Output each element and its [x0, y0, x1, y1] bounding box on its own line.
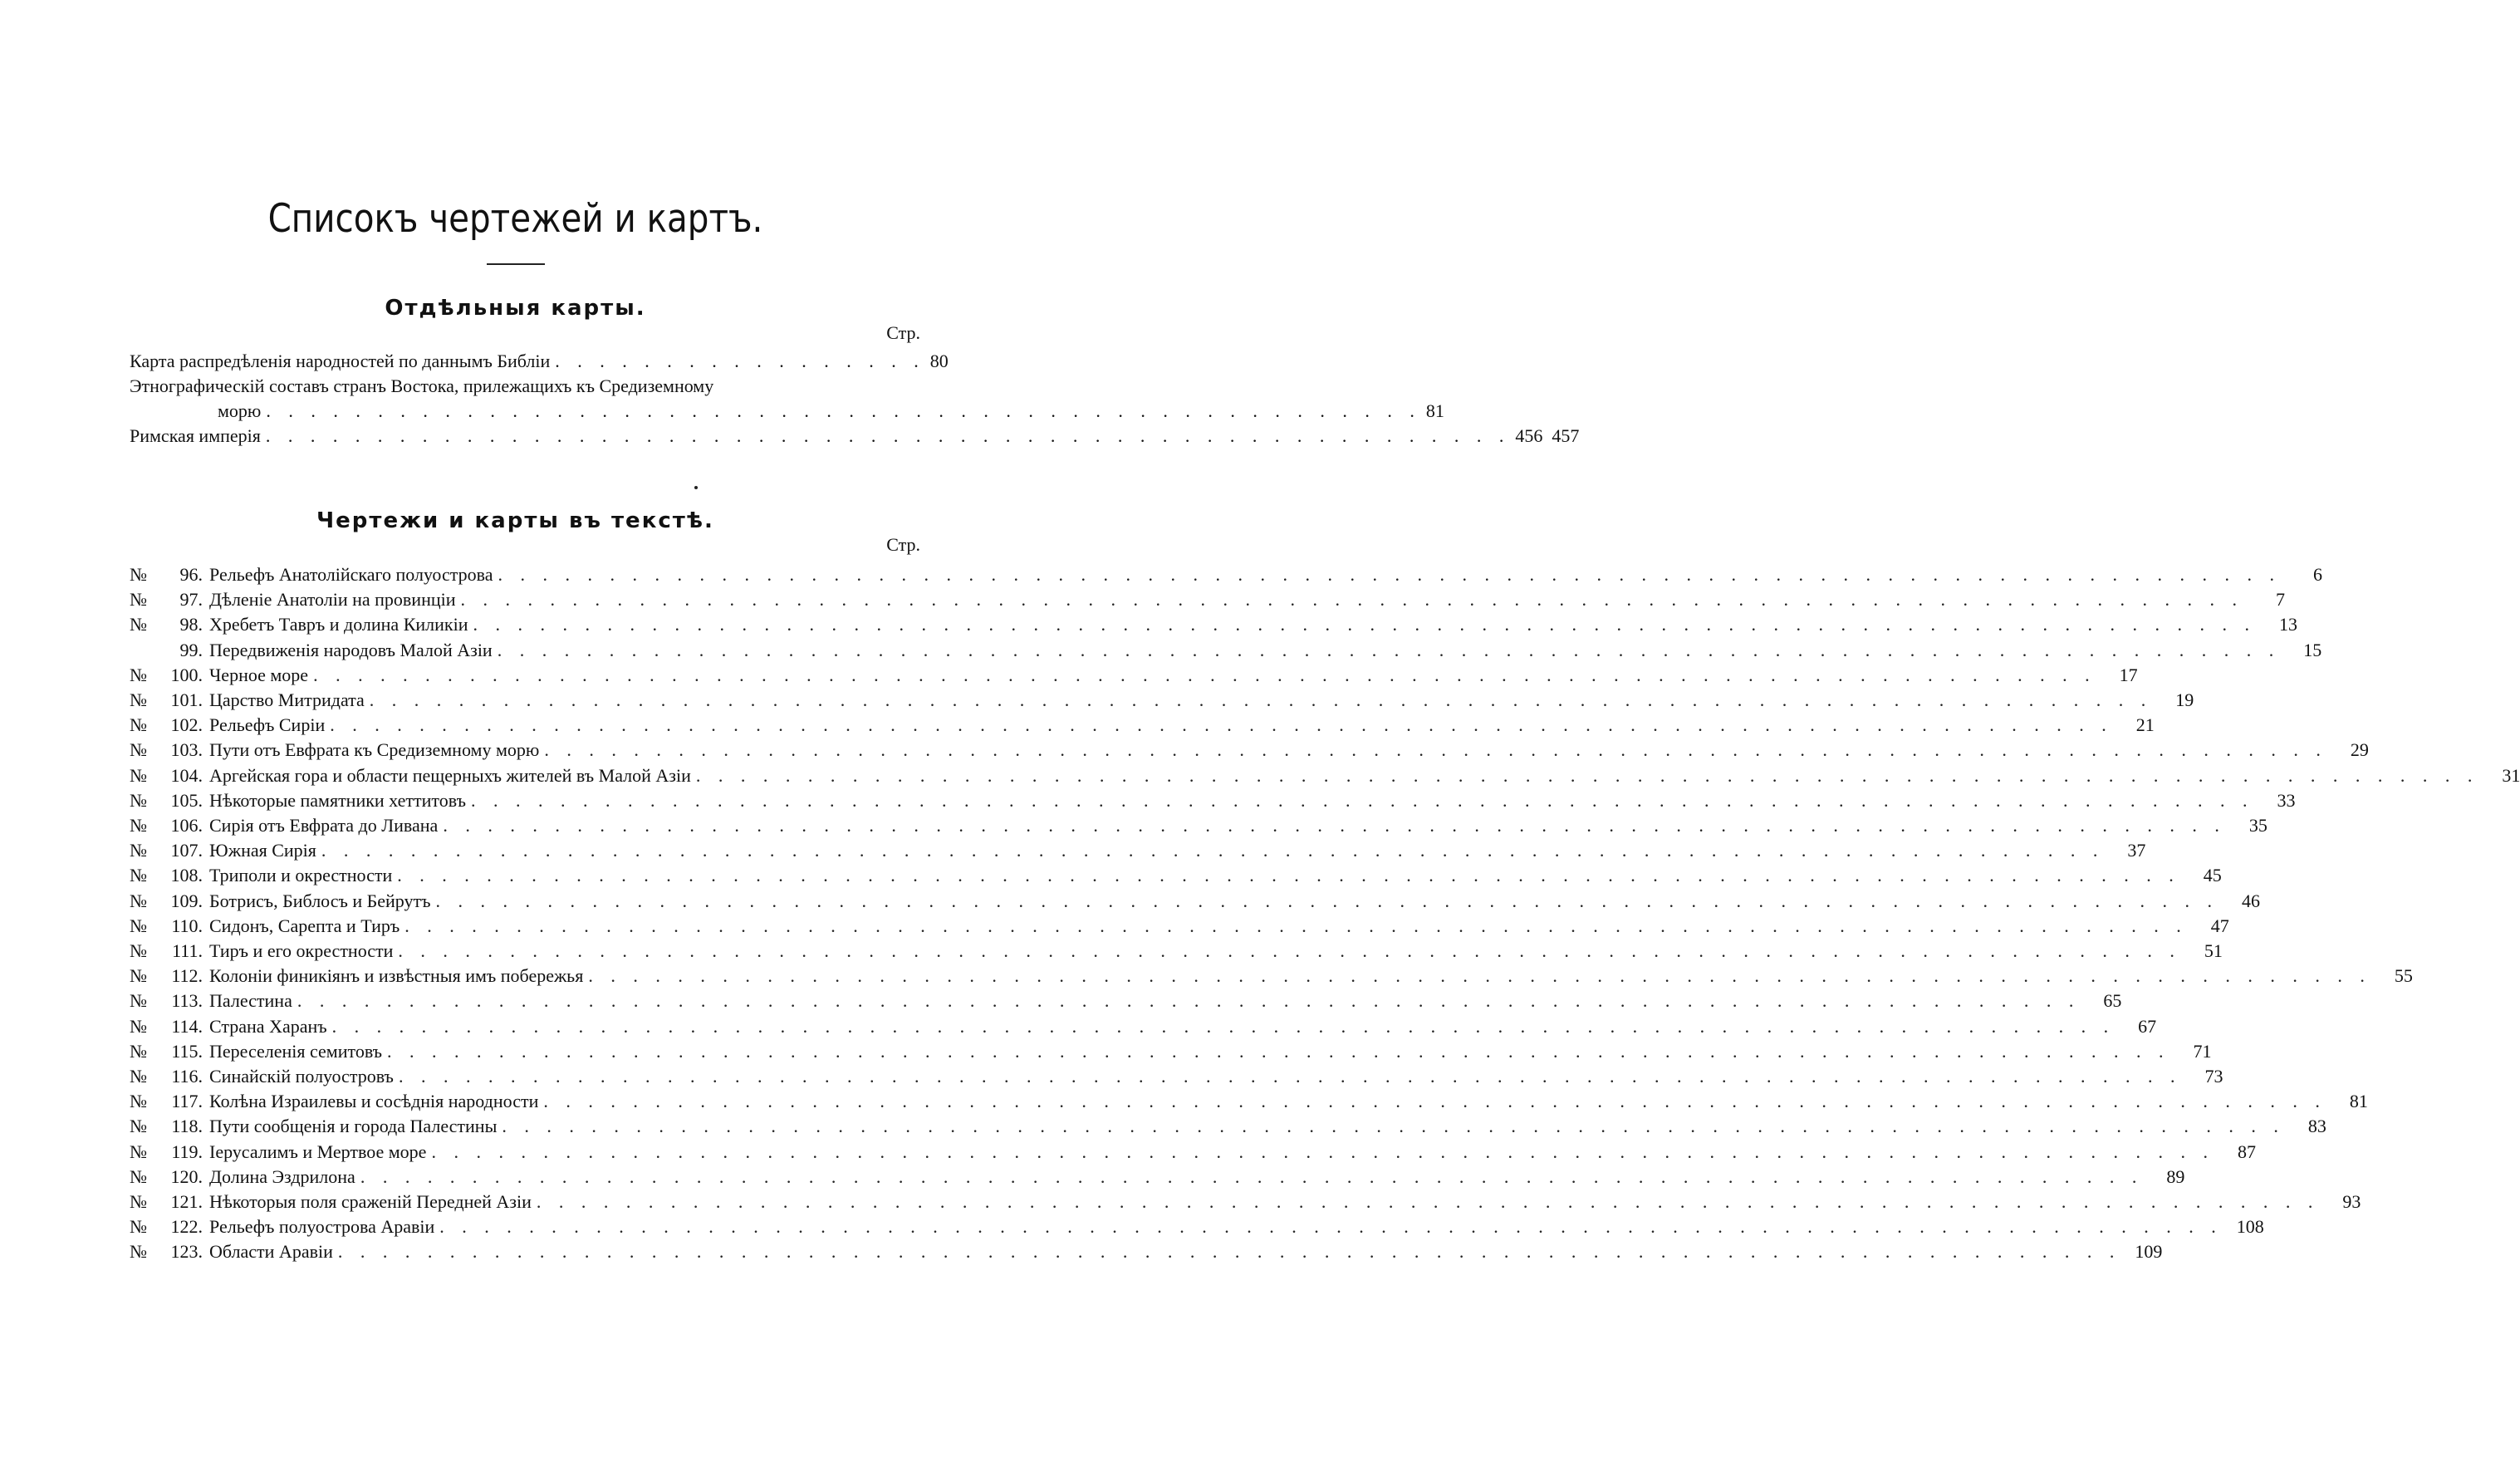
entry-title: Аргейская гора и области пещерныхъ жителей въ Малой Азіи [209, 764, 691, 786]
entry-title: Области Аравіи [209, 1241, 333, 1263]
entry-page: 17 [2119, 664, 2138, 685]
numero-sign: № [130, 1241, 147, 1263]
list-item [130, 1014, 2157, 1039]
numero-sign: № [130, 1091, 147, 1112]
entry-title: Страна Харанъ [209, 1015, 327, 1037]
leader-dots: . . . . . . . . . . . . . . . . . . . . . . . . . . . . . . . . . . . . . . . . . . . . . . . . . . . . . . . . . . . . . . . . . . . . . . . . . . . . . . . . [443, 815, 2226, 836]
entry-page: 93 [2342, 1191, 2361, 1212]
leader-dots: . . . . . . . . . . . . . . . . . . . . . . . . . . . . . . . . . . . . . . . . . . . . . . . . . . . . . . . . . . . . . . . . . . . . . . . . . . . . . . . . [360, 1165, 2144, 1187]
leader-dots: . . . . . . . . . . . . . . . . . . . . . . . . . . . . . . . . . . . . . . . . . . . . . . . . . . . . . . . . . . . . . . . . . . . . . . . . . . . . . . . . [398, 940, 2181, 961]
list-item [130, 638, 2322, 663]
numero-sign: № [130, 1040, 147, 1062]
entry-title: Сирія отъ Евфрата до Ливана [209, 815, 439, 836]
entry-page: 46 [2242, 890, 2261, 911]
entry-number-value: 98. [179, 614, 203, 635]
numero-sign: № [130, 965, 147, 987]
leader-dots: . . . . . . . . . . . . . . . . . . . . . . . . . . . . . . . . . . . . . . . . . . . . . . . . . . . . . . . . . . . . . . . . . . . . . . . . . . . . . . . . [460, 589, 2244, 611]
entry-title: Рельефъ Анатолійскаго полуострова [209, 564, 493, 585]
entry-number-value: 108. [170, 865, 203, 886]
entry-page: 31 [2502, 764, 2520, 786]
numero-sign: № [130, 764, 147, 786]
entry-number [130, 1039, 203, 1064]
entry-page: 55 [2394, 965, 2413, 987]
entry-page: 47 [2210, 915, 2229, 936]
numero-sign: № [130, 1165, 147, 1187]
numero-sign: № [130, 739, 147, 761]
section-heading-text-maps: Чертежи и карты въ текстѣ. [316, 508, 714, 533]
numero-sign: № [130, 815, 147, 836]
entry-title: Синайскій полуостровъ [209, 1066, 394, 1087]
entry-number [130, 638, 203, 663]
entry-page: 6 [2312, 564, 2322, 585]
entry-number-value: 117. [171, 1091, 203, 1112]
entry-title: Передвиженія народовъ Малой Азіи [209, 639, 493, 660]
leader-dots: . . . . . . . . . . . . . . . . . . . . . . . . . . . . . . . . . . . . . . . . . . . . . . . . . . . . . . . . . . . . . . . . . . . . . . . . . . . . . . . . [398, 1066, 2182, 1087]
entry-page: 13 [2278, 614, 2297, 635]
entry-title-line1: Этнографическій составъ странъ Востока, прилежащихъ къ Средиземному [130, 375, 714, 396]
entry-number [130, 688, 203, 713]
entry-number [130, 914, 203, 939]
map-entry [130, 349, 949, 374]
list-item [130, 562, 2322, 587]
numero-sign: № [130, 940, 147, 961]
numero-sign: № [130, 564, 147, 585]
entry-title: Черное море [209, 664, 309, 685]
numero-sign: № [130, 890, 147, 911]
numero-sign: № [130, 1216, 147, 1238]
leader-dots: . . . . . . . . . . . . . . . . . . . . . . . . . . . . . . . . . . . . . . . . . . . . . . . . . . . . . . . . . . . . . . . . . . . . . . . . . . . . . . . . [330, 714, 2113, 736]
numero-sign: № [130, 664, 147, 685]
numero-sign: № [130, 990, 147, 1012]
list-item [130, 838, 2146, 863]
entry-page: 35 [2248, 815, 2268, 836]
page-column-label: Стр. [886, 322, 920, 343]
entry-number-value: 105. [170, 789, 203, 811]
entry-title: Рельефъ Сиріи [209, 714, 326, 736]
leader-dots: . . . . . . . . . . . . . . . . . . . . . . . . . . . . . . . . . . . . . . . . . . . . . . . . . . . . . . . . . . . . . . . . . . . . . . . . . . . . . . . . [321, 840, 2105, 861]
entry-number-value: 120. [170, 1165, 203, 1187]
entry-number [130, 1114, 203, 1139]
entry-page: 81 [1425, 400, 1444, 421]
entry-title: Палестина [209, 990, 292, 1012]
list-item [130, 939, 2223, 964]
entry-number [130, 1239, 203, 1264]
entry-page: 109 [2135, 1241, 2163, 1263]
list-item [130, 663, 2138, 688]
entry-number [130, 663, 203, 688]
entry-number-value: 115. [171, 1040, 203, 1062]
entry-page: 80 [929, 351, 949, 371]
numero-sign: № [130, 915, 147, 936]
leader-dots: . . . . . . . . . . . . . . . . . . . . . . . . . . . . . . . . . . . . . . . . . . . . . . . . . . . . . . . . . . . . . . . . . . . . . . . . . . . . . . . . [439, 1216, 2223, 1238]
list-item [130, 889, 2261, 914]
entry-page: 37 [2127, 840, 2146, 861]
entry-page: 89 [2166, 1165, 2185, 1187]
entry-number [130, 1140, 203, 1165]
entry-title: Колоніи финикіянъ и извѣстныя имъ побережья [209, 965, 584, 987]
leader-dots: . . . . . . . . . . . . . . . . . . . . . . . . . . . . . . . . . . . . . . . . . . . . . . . . . . . . . . . . . . . . . . . . . . . . . . . . . . . . . . . . [297, 990, 2081, 1012]
list-item [130, 989, 2122, 1013]
entry-number [130, 713, 203, 738]
entry-title: Римская имперія [130, 425, 261, 446]
entry-page: 65 [2103, 990, 2122, 1012]
numero-sign: № [130, 789, 147, 811]
entry-number [130, 889, 203, 914]
numero-sign: № [130, 1116, 147, 1137]
entry-number [130, 1064, 203, 1089]
leader-dots: . . . . . . . . . . . . . . . . . . . . . . . . . . . . . . . . . . . . . . . . . . . . . . . . . . . . . . . . . . . . . . . . . . . . . . . . . . . . . . . . [502, 1116, 2285, 1137]
entry-title: Пути сообщенія и города Палестины [209, 1116, 498, 1137]
entry-number-value: 112. [171, 965, 203, 987]
numero-sign: № [130, 840, 147, 861]
leader-dots: . . . . . . . . . . . . . . . . . . . . . . . . . . . . . . . . . . . . . . . . . . . . . . . . . . . . . . . . . . . . . . . . . . . . . . . . . . . . . . . . [331, 1015, 2116, 1037]
list-item [130, 713, 2155, 738]
entry-number-value: 102. [170, 714, 203, 736]
list-item [130, 863, 2222, 888]
map-entry-continuation [218, 399, 1444, 424]
list-item [130, 1089, 2368, 1114]
list-item [130, 612, 2297, 637]
leader-dots: . . . . . . . . . . . . . . . . . . . . . . . . . . . . . . . . . . . . . . . . . . . . . . . . . . . . . . . . [265, 425, 1511, 446]
leader-dots: . . . . . . . . . . . . . . . . . . . . . . . . . . . . . . . . . . . . . . . . . . . . . . . . . . . . . . . . . . . . . . . . . . . . . . . . . . . . . . . . [543, 1091, 2326, 1112]
entry-title: Долина Эздрилона [209, 1165, 355, 1187]
entry-page: 67 [2138, 1015, 2157, 1037]
entry-number [130, 612, 203, 637]
leader-dots: . . . . . . . . . . . . . . . . . [555, 351, 925, 371]
list-item [130, 1064, 2223, 1089]
entry-number [130, 763, 203, 788]
entry-title: Сидонъ, Сарепта и Тиръ [209, 915, 400, 936]
entry-number [130, 587, 203, 612]
list-item [130, 688, 2194, 713]
list-item [130, 1140, 2256, 1165]
leader-dots: . . . . . . . . . . . . . . . . . . . . . . . . . . . . . . . . . . . . . . . . . . . . . . . . . . . . . . . . . . . . . . . . . . . . . . . . . . . . . . . . [387, 1040, 2170, 1062]
list-item [130, 587, 2286, 612]
numero-sign: № [130, 614, 147, 635]
entry-title: Нѣкоторыя поля сраженій Передней Азіи [209, 1191, 532, 1212]
list-item [130, 738, 2369, 763]
list-item [130, 788, 2296, 813]
list-item [130, 1114, 2326, 1139]
leader-dots: . . . . . . . . . . . . . . . . . . . . . . . . . . . . . . . . . . . . . . . . . . . . . . . . . . . . . . . . . . . . . . . . . . . . . . . . . . . . . . . . [497, 639, 2281, 660]
section-heading-separate-maps: Отдѣльныя карты. [385, 296, 646, 321]
list-item [130, 763, 2520, 788]
numero-sign: № [130, 589, 147, 611]
title-divider [487, 263, 545, 265]
map-entry [130, 374, 902, 399]
entry-title: Карта распредѣленія народностей по даннымъ Библіи [130, 351, 551, 371]
stray-mark [694, 486, 698, 489]
entry-page: 29 [2350, 739, 2369, 761]
entry-number-value: 106. [170, 815, 203, 836]
entry-number-value: 110. [171, 915, 203, 936]
entry-number-value: 103. [170, 739, 203, 761]
entry-page: 81 [2349, 1091, 2368, 1112]
list-item [130, 1239, 2163, 1264]
entry-page: 19 [2175, 689, 2194, 710]
entry-page: 7 [2276, 589, 2286, 611]
entry-page: 21 [2135, 714, 2155, 736]
numero-sign: № [130, 714, 147, 736]
numero-sign: № [130, 689, 147, 710]
entry-number-value: 119. [171, 1141, 203, 1162]
leader-dots: . . . . . . . . . . . . . . . . . . . . . . . . . . . . . . . . . . . . . . . . . . . . . . . . . . . . . . . . . . . . . . . . . . . . . . . . . . . . . . . . [337, 1241, 2121, 1263]
entry-number-value: 123. [170, 1241, 203, 1263]
entry-title: Царство Митридата [209, 689, 365, 710]
leader-dots: . . . . . . . . . . . . . . . . . . . . . . . . . . . . . . . . . . . . . . . . . . . . . . . . . . . . [266, 400, 1421, 421]
entry-title-line2: морю [218, 400, 262, 421]
entry-title: Нѣкоторые памятники хеттитовъ [209, 789, 466, 811]
entry-page: 71 [2193, 1040, 2212, 1062]
entry-number-value: 116. [171, 1066, 203, 1087]
entry-number-value: 111. [172, 940, 203, 961]
leader-dots: . . . . . . . . . . . . . . . . . . . . . . . . . . . . . . . . . . . . . . . . . . . . . . . . . . . . . . . . . . . . . . . . . . . . . . . . . . . . . . . . [498, 564, 2281, 585]
page-column-label: Стр. [886, 534, 920, 555]
page-title: Списокъ чертежей и картъ. [267, 196, 763, 242]
entry-page: 83 [2307, 1116, 2326, 1137]
leader-dots: . . . . . . . . . . . . . . . . . . . . . . . . . . . . . . . . . . . . . . . . . . . . . . . . . . . . . . . . . . . . . . . . . . . . . . . . . . . . . . . . [695, 764, 2479, 786]
entry-number-value: 122. [170, 1216, 203, 1238]
entry-number-value: 100. [170, 664, 203, 685]
entry-number-value: 118. [171, 1116, 203, 1137]
list-item [130, 964, 2413, 989]
entry-number [130, 1089, 203, 1114]
entry-number-value: 101. [170, 689, 203, 710]
entry-number-value: 113. [171, 990, 203, 1012]
entry-number [130, 1014, 203, 1039]
numero-sign: № [130, 865, 147, 886]
numero-sign: № [130, 1066, 147, 1087]
entry-number [130, 964, 203, 989]
list-item [130, 1190, 2361, 1214]
entry-page: 87 [2237, 1141, 2256, 1162]
entry-page: 15 [2303, 639, 2322, 660]
entry-number [130, 939, 203, 964]
leader-dots: . . . . . . . . . . . . . . . . . . . . . . . . . . . . . . . . . . . . . . . . . . . . . . . . . . . . . . . . . . . . . . . . . . . . . . . . . . . . . . . . [397, 865, 2180, 886]
entry-number [130, 863, 203, 888]
list-item [130, 813, 2268, 838]
leader-dots: . . . . . . . . . . . . . . . . . . . . . . . . . . . . . . . . . . . . . . . . . . . . . . . . . . . . . . . . . . . . . . . . . . . . . . . . . . . . . . . . [536, 1191, 2320, 1212]
entry-title: Колѣна Израилевы и сосѣднія народности [209, 1091, 539, 1112]
entry-number [130, 813, 203, 838]
list-item [130, 1214, 2264, 1239]
entry-page: 108 [2236, 1216, 2264, 1238]
entry-title: Пути отъ Евфрата къ Средиземному морю [209, 739, 540, 761]
entry-page: 51 [2204, 940, 2223, 961]
entry-number-value: 96. [179, 564, 203, 585]
entry-title: Дѣленіе Анатоліи на провинціи [209, 589, 456, 611]
entry-number [130, 838, 203, 863]
entry-title: Триполи и окрестности [209, 865, 393, 886]
numero-sign: № [130, 1191, 147, 1212]
entry-title: Іерусалимъ и Мертвое море [209, 1141, 427, 1162]
entry-title: Южная Сирія [209, 840, 316, 861]
entry-number [130, 788, 203, 813]
list-item [130, 914, 2229, 939]
entry-title: Тиръ и его окрестности [209, 940, 394, 961]
entry-number [130, 1190, 203, 1214]
entry-page: 73 [2204, 1066, 2223, 1087]
entry-page: 45 [2203, 865, 2222, 886]
entry-number-value: 109. [170, 890, 203, 911]
list-item [130, 1165, 2185, 1190]
leader-dots: . . . . . . . . . . . . . . . . . . . . . . . . . . . . . . . . . . . . . . . . . . . . . . . . . . . . . . . . . . . . . . . . . . . . . . . . . . . . . . . . [431, 1141, 2214, 1162]
leader-dots: . . . . . . . . . . . . . . . . . . . . . . . . . . . . . . . . . . . . . . . . . . . . . . . . . . . . . . . . . . . . . . . . . . . . . . . . . . . . . . . . [435, 890, 2219, 911]
leader-dots: . . . . . . . . . . . . . . . . . . . . . . . . . . . . . . . . . . . . . . . . . . . . . . . . . . . . . . . . . . . . . . . . . . . . . . . . . . . . . . . . [470, 789, 2254, 811]
entry-number-value: 121. [170, 1191, 203, 1212]
entry-title: Переселенія семитовъ [209, 1040, 383, 1062]
entry-title: Хребетъ Тавръ и долина Киликіи [209, 614, 468, 635]
map-entry [130, 424, 1580, 449]
entry-number [130, 738, 203, 763]
entry-number-value: 107. [170, 840, 203, 861]
entry-number [130, 562, 203, 587]
list-item [130, 1039, 2212, 1064]
entry-number [130, 989, 203, 1013]
entry-page: 456 457 [1515, 425, 1580, 446]
entry-number-value: 97. [179, 589, 203, 611]
leader-dots: . . . . . . . . . . . . . . . . . . . . . . . . . . . . . . . . . . . . . . . . . . . . . . . . . . . . . . . . . . . . . . . . . . . . . . . . . . . . . . . . [404, 915, 2188, 936]
numero-sign: № [130, 1015, 147, 1037]
entry-title: Рельефъ полуострова Аравіи [209, 1216, 435, 1238]
leader-dots: . . . . . . . . . . . . . . . . . . . . . . . . . . . . . . . . . . . . . . . . . . . . . . . . . . . . . . . . . . . . . . . . . . . . . . . . . . . . . . . . [473, 614, 2256, 635]
entry-title: Ботрисъ, Библосъ и Бейрутъ [209, 890, 431, 911]
entry-number-value: 114. [171, 1015, 203, 1037]
entry-number-value: 99. [179, 639, 203, 660]
numero-sign: № [130, 1141, 147, 1162]
entry-number [130, 1214, 203, 1239]
entry-number-value: 104. [170, 764, 203, 786]
entry-number [130, 1165, 203, 1190]
leader-dots: . . . . . . . . . . . . . . . . . . . . . . . . . . . . . . . . . . . . . . . . . . . . . . . . . . . . . . . . . . . . . . . . . . . . . . . . . . . . . . . . [369, 689, 2153, 710]
leader-dots: . . . . . . . . . . . . . . . . . . . . . . . . . . . . . . . . . . . . . . . . . . . . . . . . . . . . . . . . . . . . . . . . . . . . . . . . . . . . . . . . [588, 965, 2371, 987]
entry-page: 33 [2277, 789, 2296, 811]
leader-dots: . . . . . . . . . . . . . . . . . . . . . . . . . . . . . . . . . . . . . . . . . . . . . . . . . . . . . . . . . . . . . . . . . . . . . . . . . . . . . . . . [544, 739, 2327, 761]
leader-dots: . . . . . . . . . . . . . . . . . . . . . . . . . . . . . . . . . . . . . . . . . . . . . . . . . . . . . . . . . . . . . . . . . . . . . . . . . . . . . . . . [313, 664, 2096, 685]
